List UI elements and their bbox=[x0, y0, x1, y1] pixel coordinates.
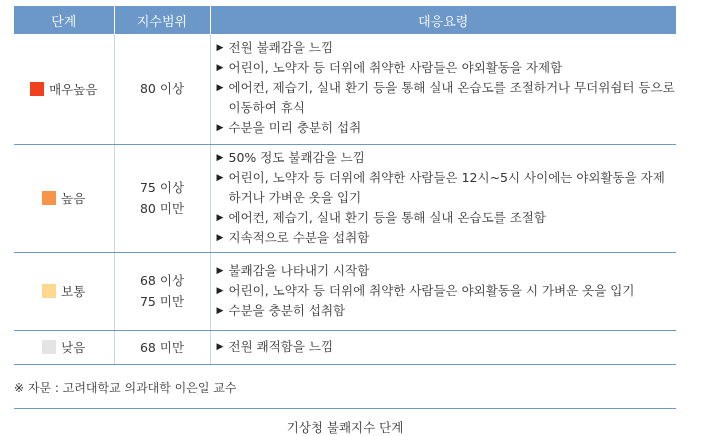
guide-item: ▶ 어린이, 노약자 등 더위에 취약한 사람들은 야외활동을 시 가벼운 옷을 입기 bbox=[217, 281, 677, 301]
guide-cell bbox=[210, 144, 676, 252]
guide-item: ▶ 어린이, 노약자 등 더위에 취약한 사람들은 야외활동을 자제함 bbox=[217, 58, 677, 78]
guide-list bbox=[211, 334, 677, 361]
guide-list bbox=[211, 258, 677, 325]
discomfort-index-section bbox=[14, 6, 676, 436]
level-cell bbox=[14, 330, 114, 364]
level-color-swatch bbox=[30, 82, 44, 96]
range-text: 75 미만 bbox=[139, 294, 185, 309]
table-header-row bbox=[14, 6, 676, 34]
advisory-note: ※ 자문 : 고려대학교 의과대학 이은일 교수 bbox=[14, 380, 237, 395]
range-text: 68 미만 bbox=[139, 339, 185, 355]
level-color-swatch bbox=[42, 284, 56, 298]
level-cell bbox=[14, 34, 114, 144]
table-row bbox=[14, 34, 676, 144]
guide-item: ▶ 지속적으로 수분을 섭취함 bbox=[217, 228, 677, 248]
guide-item: ▶ 어린이, 노약자 등 더위에 취약한 사람들은 12시~5시 사이에는 야외활동을 자제하거나 가벼운 옷을 입기 bbox=[217, 168, 677, 208]
guide-cell bbox=[210, 34, 676, 144]
guide-cell bbox=[210, 252, 676, 330]
table-caption: 기상청 불쾌지수 단계 bbox=[286, 419, 404, 435]
guide-list bbox=[211, 145, 677, 252]
guide-item: ▶ 전원 쾌적함을 느낌 bbox=[217, 337, 677, 357]
range-text: 80 미만 bbox=[139, 201, 185, 216]
discomfort-index-table bbox=[14, 6, 676, 365]
table-row bbox=[14, 252, 676, 330]
range-text: 75 이상 bbox=[139, 180, 185, 195]
guide-item: ▶ 에어컨, 제습기, 실내 환기 등을 통해 실내 온습도를 조절함 bbox=[217, 208, 677, 228]
guide-list bbox=[211, 35, 677, 142]
level-label: 매우높음 bbox=[49, 81, 98, 97]
guide-item: ▶ 50% 정도 불쾌감을 느낌 bbox=[217, 148, 677, 168]
range-text: 80 이상 bbox=[139, 81, 185, 97]
guide-item: ▶ 수분을 미리 충분히 섭취 bbox=[217, 118, 677, 138]
range-cell bbox=[114, 34, 210, 144]
header-guide: 대응요령 bbox=[210, 6, 676, 34]
level-label: 보통 bbox=[61, 284, 86, 299]
level-label: 높음 bbox=[61, 191, 86, 206]
header-level: 단계 bbox=[14, 6, 114, 34]
range-cell bbox=[114, 144, 210, 252]
guide-item: ▶ 전원 불쾌감을 느낌 bbox=[217, 38, 677, 58]
level-label: 낮음 bbox=[61, 340, 86, 355]
table-row bbox=[14, 144, 676, 252]
level-color-swatch bbox=[42, 191, 56, 205]
header-range: 지수범위 bbox=[114, 6, 210, 34]
range-cell bbox=[114, 330, 210, 364]
caption-divider bbox=[14, 408, 676, 409]
range-cell bbox=[114, 252, 210, 330]
guide-item: ▶ 에어컨, 제습기, 실내 환기 등을 통해 실내 온습도를 조절하거나 무더위쉼터 등으로 이동하여 휴식 bbox=[217, 78, 677, 118]
level-color-swatch bbox=[42, 340, 56, 354]
range-text: 68 이상 bbox=[139, 273, 185, 288]
guide-cell bbox=[210, 330, 676, 364]
guide-item: ▶ 불쾌감을 나타내기 시작함 bbox=[217, 261, 677, 281]
level-cell bbox=[14, 144, 114, 252]
level-cell bbox=[14, 252, 114, 330]
guide-item: ▶ 수분을 충분히 섭취함 bbox=[217, 301, 677, 321]
table-row bbox=[14, 330, 676, 364]
